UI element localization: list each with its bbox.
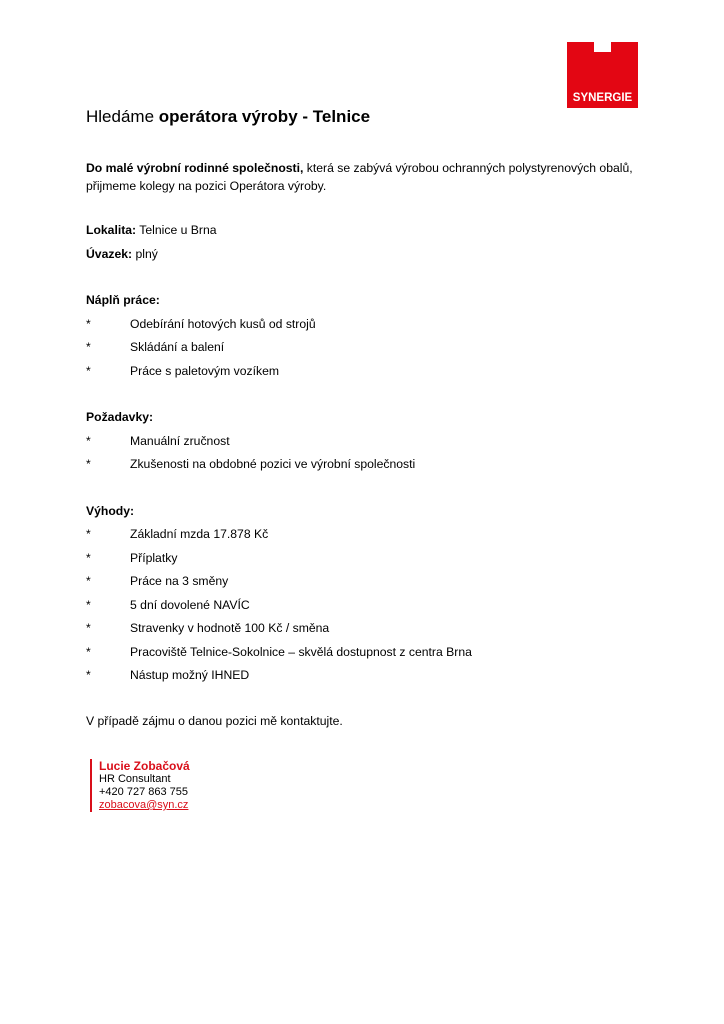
benefit-item: Základní mzda 17.878 Kč	[130, 527, 269, 541]
benefit-item: Příplatky	[130, 551, 178, 565]
bullet-marker: *	[86, 527, 91, 541]
bullet-marker: *	[86, 574, 91, 588]
title-prefix: Hledáme	[86, 107, 159, 126]
benefits-heading-text: Výhody:	[86, 504, 135, 518]
bullet-marker: *	[86, 551, 91, 565]
bullet-marker: *	[86, 645, 91, 659]
contact-phone: +420 727 863 755	[99, 786, 189, 798]
benefit-item: Nástup možný IHNED	[130, 668, 250, 682]
page-title	[86, 107, 370, 127]
closing-text: V případě zájmu o danou pozici mě kontaktujte.	[86, 714, 343, 728]
location-value: Telnice u Brna	[136, 223, 217, 237]
workload-label: Úvazek:	[86, 247, 133, 261]
workload-value: plný	[132, 247, 158, 261]
requirements-heading	[86, 409, 153, 425]
bullet-marker: *	[86, 668, 91, 682]
benefits-heading	[86, 503, 134, 519]
duties-heading	[86, 292, 160, 308]
requirement-item: Manuální zručnost	[130, 434, 230, 448]
duty-item: Odebírání hotových kusů od strojů	[130, 317, 316, 331]
contact-email-link[interactable]: zobacova@syn.cz	[99, 799, 189, 811]
location-line	[86, 222, 217, 238]
title-position: operátora výroby - Telnice	[158, 107, 371, 126]
intro-bold: Do malé výrobní rodinné společnosti,	[86, 161, 304, 175]
location-label: Lokalita:	[86, 223, 137, 237]
contact-block	[90, 759, 190, 812]
bullet-marker: *	[86, 621, 91, 635]
bullet-marker: *	[86, 364, 91, 378]
workload-line	[86, 246, 158, 262]
logo-text: SYNERGIE	[572, 92, 633, 104]
benefit-item: 5 dní dovolené NAVÍC	[130, 598, 250, 612]
bullet-marker: *	[86, 434, 91, 448]
duty-item: Práce s paletovým vozíkem	[130, 364, 280, 378]
duties-heading-text: Náplň práce:	[86, 293, 160, 307]
intro-rest: která se zabývá výrobou ochranných polystyrenových obalů, přijmeme kolegy na pozici Operátora výroby.	[86, 161, 633, 193]
duty-item: Skládání a balení	[130, 340, 225, 354]
bullet-marker: *	[86, 457, 91, 471]
benefit-item: Stravenky v hodnotě 100 Kč / směna	[130, 621, 330, 635]
requirement-item: Zkušenosti na obdobné pozici ve výrobní společnosti	[130, 457, 416, 471]
bullet-marker: *	[86, 317, 91, 331]
intro-paragraph	[86, 159, 646, 195]
requirements-heading-text: Požadavky:	[86, 410, 154, 424]
benefit-item: Práce na 3 směny	[130, 574, 229, 588]
contact-name: Lucie Zobačová	[99, 759, 190, 773]
bullet-marker: *	[86, 598, 91, 612]
synergie-logo	[567, 42, 638, 108]
contact-role: HR Consultant	[99, 773, 171, 785]
bullet-marker: *	[86, 340, 91, 354]
benefit-item: Pracoviště Telnice-Sokolnice – skvělá dostupnost z centra Brna	[130, 645, 472, 659]
